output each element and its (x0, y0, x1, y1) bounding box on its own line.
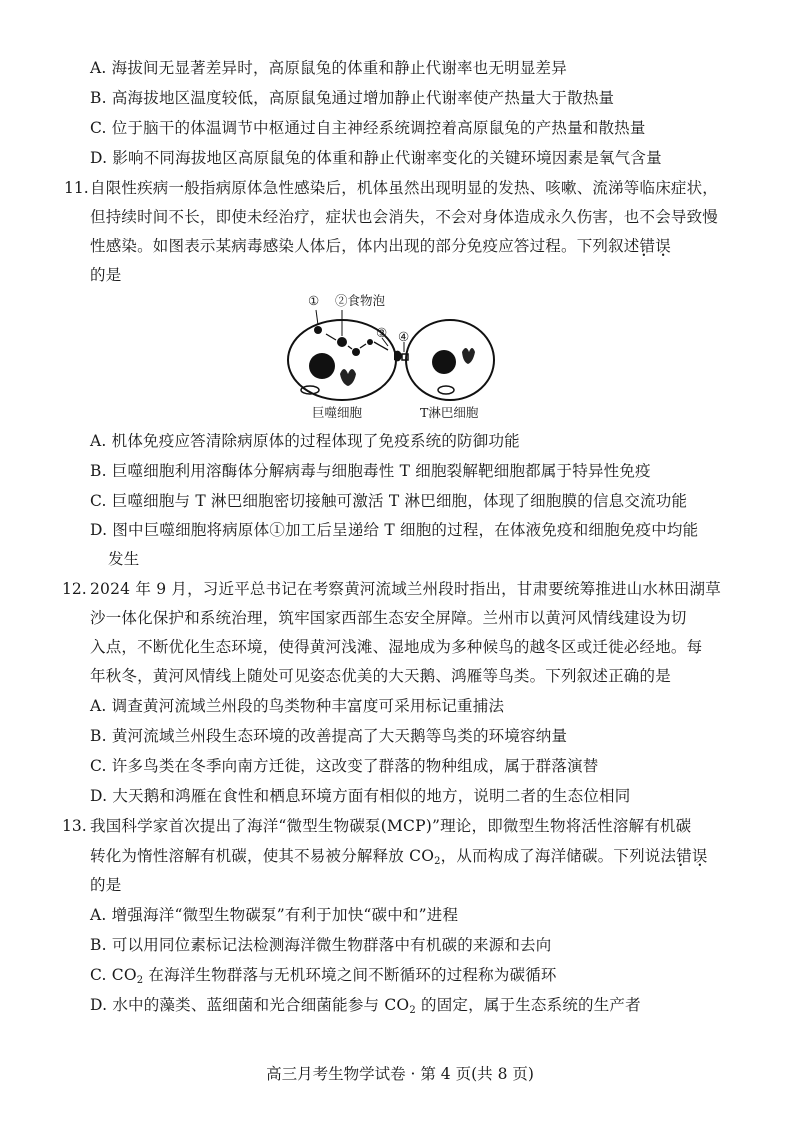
q11-option-b: B. 巨噬细胞利用溶酶体分解病毒与细胞毒性 T 细胞裂解靶细胞都属于特异性免疫 (90, 462, 651, 480)
t-cell-organelle (438, 386, 454, 394)
t-cell-nucleus (432, 350, 456, 374)
q11-stem-line4: 的是 (90, 266, 122, 284)
q11-stem-line2: 但持续时间不长，即使未经治疗，症状也会消失，不会对身体造成永久伤害，也不会导致慢 (90, 208, 719, 226)
q13-stem-subscript: 2 (434, 856, 441, 867)
t-cell-er (462, 348, 475, 364)
q13-stem-line2 (90, 846, 708, 866)
q11-stem-line3 (90, 236, 671, 256)
food-vesicle (337, 337, 347, 347)
page-footer: 高三月考生物学试卷 · 第 4 页(共 8 页) (266, 1065, 534, 1083)
q13-stem-line3: 的是 (90, 876, 122, 894)
macrophage-er (340, 369, 356, 386)
q13-option-c (90, 965, 557, 985)
q13-option-d-subscript: 2 (409, 1005, 416, 1016)
mhc-antigen-complex (394, 351, 402, 362)
pathogen-particle (314, 326, 322, 334)
macrophage-nucleus (309, 353, 335, 379)
q12-stem-line1: 2024 年 9 月，习近平总书记在考察黄河流域兰州段时指出，甘肃要统筹推进山水林田湖草 (90, 580, 721, 598)
q13-stem-text-post: ，从而构成了海洋储碳。下列说法 (440, 847, 677, 865)
q13-number: 13. (62, 817, 87, 835)
q12-number: 12. (62, 580, 87, 598)
q11-option-d-line1: D. 图中巨噬细胞将病原体①加工后呈递给 T 细胞的过程，在体液免疫和细胞免疫中均能 (90, 521, 699, 539)
q12-option-d: D. 大天鹅和鸿雁在食性和栖息环境方面有相似的地方，说明二者的生态位相同 (90, 787, 631, 805)
figure-label-3: ③ (376, 325, 388, 340)
arrow-3 (360, 344, 366, 348)
q13-option-d-pre: D. 水中的藻类、蓝细菌和光合细菌能参与 CO (90, 996, 410, 1014)
q11-stem-text: 性感染。如图表示某病毒感染人体后，体内出现的部分免疫应答过程。下列叙述 (90, 237, 640, 255)
q10-option-b: B. 高海拔地区温度较低，高原鼠兔通过增加静止代谢率使产热量大于散热量 (90, 89, 615, 107)
q13-option-d (90, 995, 641, 1015)
q13-option-c-post: 在海洋生物群落与无机环境之间不断循环的过程称为碳循环 (143, 966, 557, 984)
q12-stem-line2: 沙一体化保护和系统治理，筑牢国家西部生态安全屏障。兰州市以黄河风情线建设为切 (90, 609, 687, 627)
processed-antigen (367, 339, 373, 345)
figure-label-1: ① (308, 293, 320, 308)
q11-emphasis-wrong: 错误 • • (640, 236, 671, 256)
label-t-lymphocyte: T淋巴细胞 (420, 405, 479, 420)
figure-label-4: ④ (398, 329, 410, 344)
q13-stem-text-pre: 转化为惰性溶解有机碳，使其不易被分解释放 CO (90, 847, 435, 865)
q13-option-b: B. 可以用同位素标记法检测海洋微生物群落中有机碳的来源和去向 (90, 936, 552, 954)
arrow-1 (326, 334, 336, 340)
q12-stem-line3: 入点，不断优化生态环境，使得黄河浅滩、湿地成为多种候鸟的越冬区或迁徙必经地。每 (90, 638, 703, 656)
q10-option-d: D. 影响不同海拔地区高原鼠兔的体重和静止代谢率变化的关键环境因素是氧气含量 (90, 149, 662, 167)
leader-line-1 (316, 310, 318, 325)
q12-option-b: B. 黄河流域兰州段生态环境的改善提高了大天鹅等鸟类的环境容纳量 (90, 727, 568, 745)
q13-option-c-pre: C. CO (90, 966, 137, 984)
immune-response-figure (280, 292, 500, 424)
figure-label-2: ②食物泡 (335, 293, 386, 308)
q11-option-a: A. 机体免疫应答清除病原体的过程体现了免疫系统的防御功能 (90, 432, 520, 450)
q13-emphasis-wrong: 错误 • • (676, 846, 707, 866)
q12-option-c: C. 许多鸟类在冬季向南方迁徙，这改变了群落的物种组成，属于群落演替 (90, 757, 599, 775)
arrow-2 (348, 346, 352, 349)
q12-stem-line4: 年秋冬，黄河风情线上随处可见姿态优美的大天鹅、鸿雁等鸟类。下列叙述正确的是 (90, 667, 671, 685)
q11-option-d-line2: 发生 (108, 550, 140, 568)
q10-option-c: C. 位于脑干的体温调节中枢通过自主神经系统调控着高原鼠兔的产热量和散热量 (90, 119, 646, 137)
q12-option-a: A. 调查黄河流域兰州段的鸟类物种丰富度可采用标记重捕法 (90, 697, 505, 715)
q13-option-d-post: 的固定，属于生态系统的生产者 (415, 996, 641, 1014)
q11-stem-line1: 自限性疾病一般指病原体急性感染后，机体虽然出现明显的发热、咳嗽、流涕等临床症状， (90, 179, 719, 197)
q13-stem-line1: 我国科学家首次提出了海洋“微型生物碳泵(MCP)”理论，即微型生物将活性溶解有机碳 (90, 817, 692, 835)
label-macrophage: 巨噬细胞 (312, 405, 363, 420)
q11-option-c: C. 巨噬细胞与 T 淋巴细胞密切接触可激活 T 淋巴细胞，体现了细胞膜的信息交流功能 (90, 492, 688, 510)
q13-option-c-subscript: 2 (136, 975, 144, 986)
q11-number: 11. (64, 179, 89, 197)
lysosome (352, 348, 360, 356)
q13-option-a: A. 增强海洋“微型生物碳泵”有利于加快“碳中和”进程 (90, 906, 459, 924)
q10-option-a: A. 海拔间无显著差异时，高原鼠兔的体重和静止代谢率也无明显差异 (90, 59, 567, 77)
